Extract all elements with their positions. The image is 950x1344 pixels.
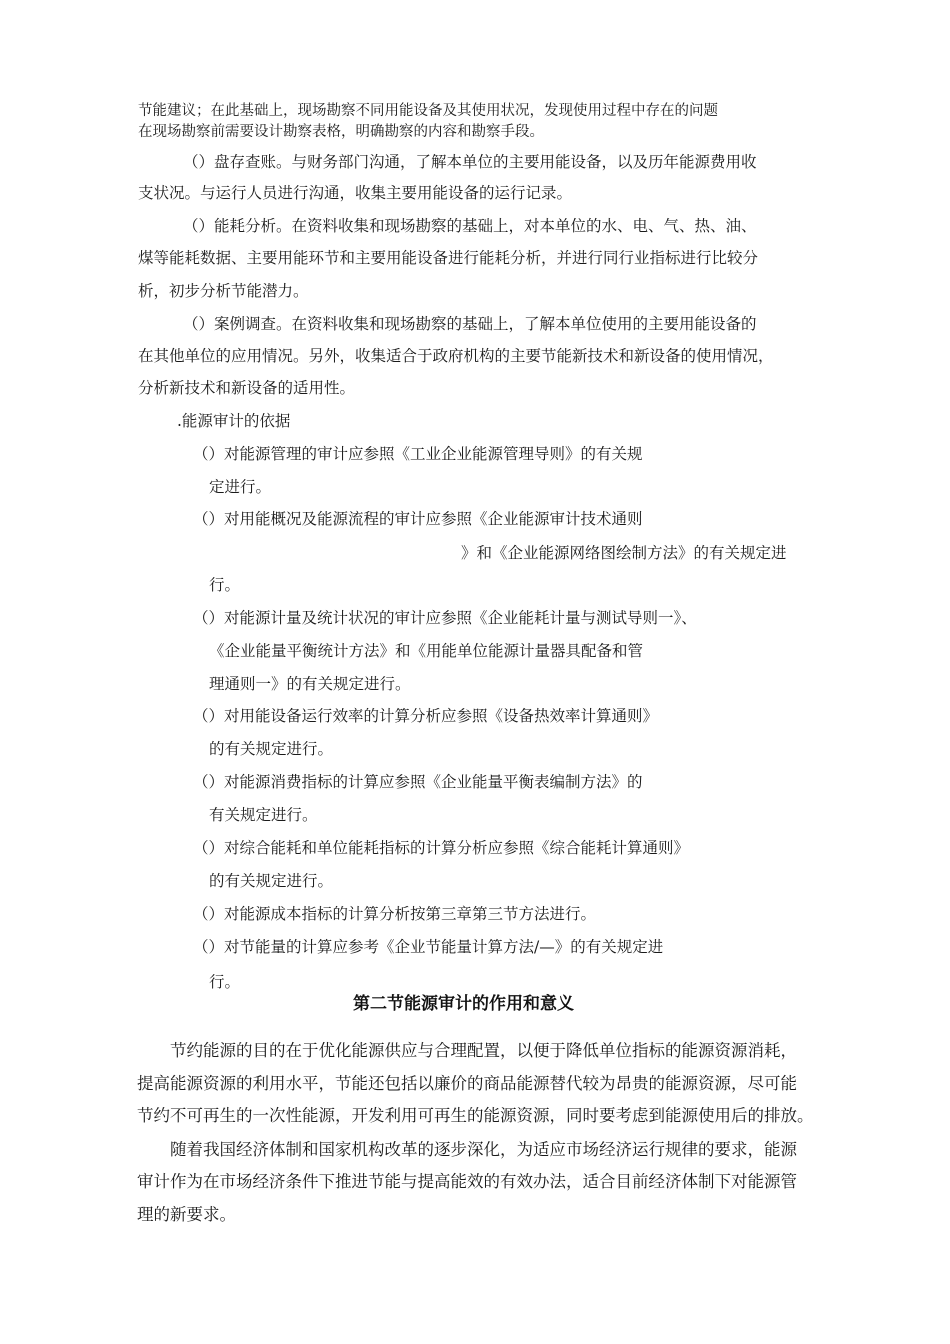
paragraph-line: 节约不可再生的一次性能源，开发利用可再生的能源资源，同时要考虑到能源使用后的排放。 <box>137 1106 814 1125</box>
list-item-continuation: 》和《企业能源网络图绘制方法》的有关规定进 <box>461 544 787 562</box>
list-item: （）对能源计量及统计状况的审计应参照《企业能耗计量与测试导则一》、 <box>193 609 697 627</box>
paragraph-line: 提高能源资源的利用水平，节能还包括以廉价的商品能源替代较为昂贵的能源资源，尽可能 <box>137 1074 797 1093</box>
paragraph-line: 审计作为在市场经济条件下推进节能与提高能效的有效办法，适合目前经济体制下对能源管 <box>137 1172 797 1191</box>
list-item-continuation: 的有关规定进行。 <box>209 740 334 758</box>
list-item: （）对能源消费指标的计算应参照《企业能量平衡表编制方法》的 <box>193 773 643 791</box>
list-item-continuation: 定进行。 <box>209 478 272 496</box>
list-item: （）对用能概况及能源流程的审计应参照《企业能源审计技术通则 <box>193 510 643 528</box>
list-item: （）对节能量的计算应参考《企业节能量计算方法/—》的有关规定进 <box>193 938 664 956</box>
text-line: （）案例调查。在资料收集和现场勘察的基础上，了解本单位使用的主要用能设备的 <box>183 315 757 333</box>
text-line: 在其他单位的应用情况。另外，收集适合于政府机构的主要节能新技术和新设备的使用情况， <box>138 347 774 365</box>
list-heading: .能源审计的依据 <box>177 412 291 430</box>
paragraph-line: 随着我国经济体制和国家机构改革的逐步深化，为适应市场经济运行规律的要求，能源 <box>170 1140 797 1159</box>
text-line: 煤等能耗数据、主要用能环节和主要用能设备进行能耗分析，并进行同行业指标进行比较分 <box>138 249 759 267</box>
list-item: （）对能源成本指标的计算分析按第三章第三节方法进行。 <box>193 905 597 923</box>
section-title: 第二节能源审计的作用和意义 <box>353 994 574 1014</box>
list-item-continuation: 行。 <box>209 973 241 991</box>
text-line: 支状况。与运行人员进行沟通，收集主要用能设备的运行记录。 <box>138 184 573 202</box>
paragraph-line: 理的新要求。 <box>137 1205 236 1224</box>
list-item-continuation: 《企业能量平衡统计方法》和《用能单位能源计量器具配备和管 <box>209 642 644 660</box>
list-item-continuation: 理通则一》的有关规定进行。 <box>209 675 411 693</box>
text-line: （）能耗分析。在资料收集和现场勘察的基础上，对本单位的水、电、气、热、油、 <box>183 217 757 235</box>
text-line: 分析新技术和新设备的适用性。 <box>138 379 356 397</box>
list-item: （）对综合能耗和单位能耗指标的计算分析应参照《综合能耗计算通则》 <box>193 839 690 857</box>
text-line: 析，初步分析节能潜力。 <box>138 282 309 300</box>
list-item-continuation: 行。 <box>209 576 241 594</box>
text-line: 在现场勘察前需要设计勘察表格，明确勘察的内容和勘察手段。 <box>138 124 544 140</box>
text-line: （）盘存查账。与财务部门沟通，了解本单位的主要用能设备，以及历年能源费用收 <box>183 153 757 171</box>
list-item-continuation: 有关规定进行。 <box>209 806 318 824</box>
text-line: 节能建议；在此基础上，现场勘察不同用能设备及其使用状况，发现使用过程中存在的问题 <box>138 103 718 119</box>
list-item: （）对用能设备运行效率的计算分析应参照《设备热效率计算通则》 <box>193 707 659 725</box>
paragraph-line: 节约能源的目的在于优化能源供应与合理配置，以便于降低单位指标的能源资源消耗， <box>170 1041 797 1060</box>
list-item: （）对能源管理的审计应参照《工业企业能源管理导则》的有关规 <box>193 445 643 463</box>
list-item-continuation: 的有关规定进行。 <box>209 872 334 890</box>
